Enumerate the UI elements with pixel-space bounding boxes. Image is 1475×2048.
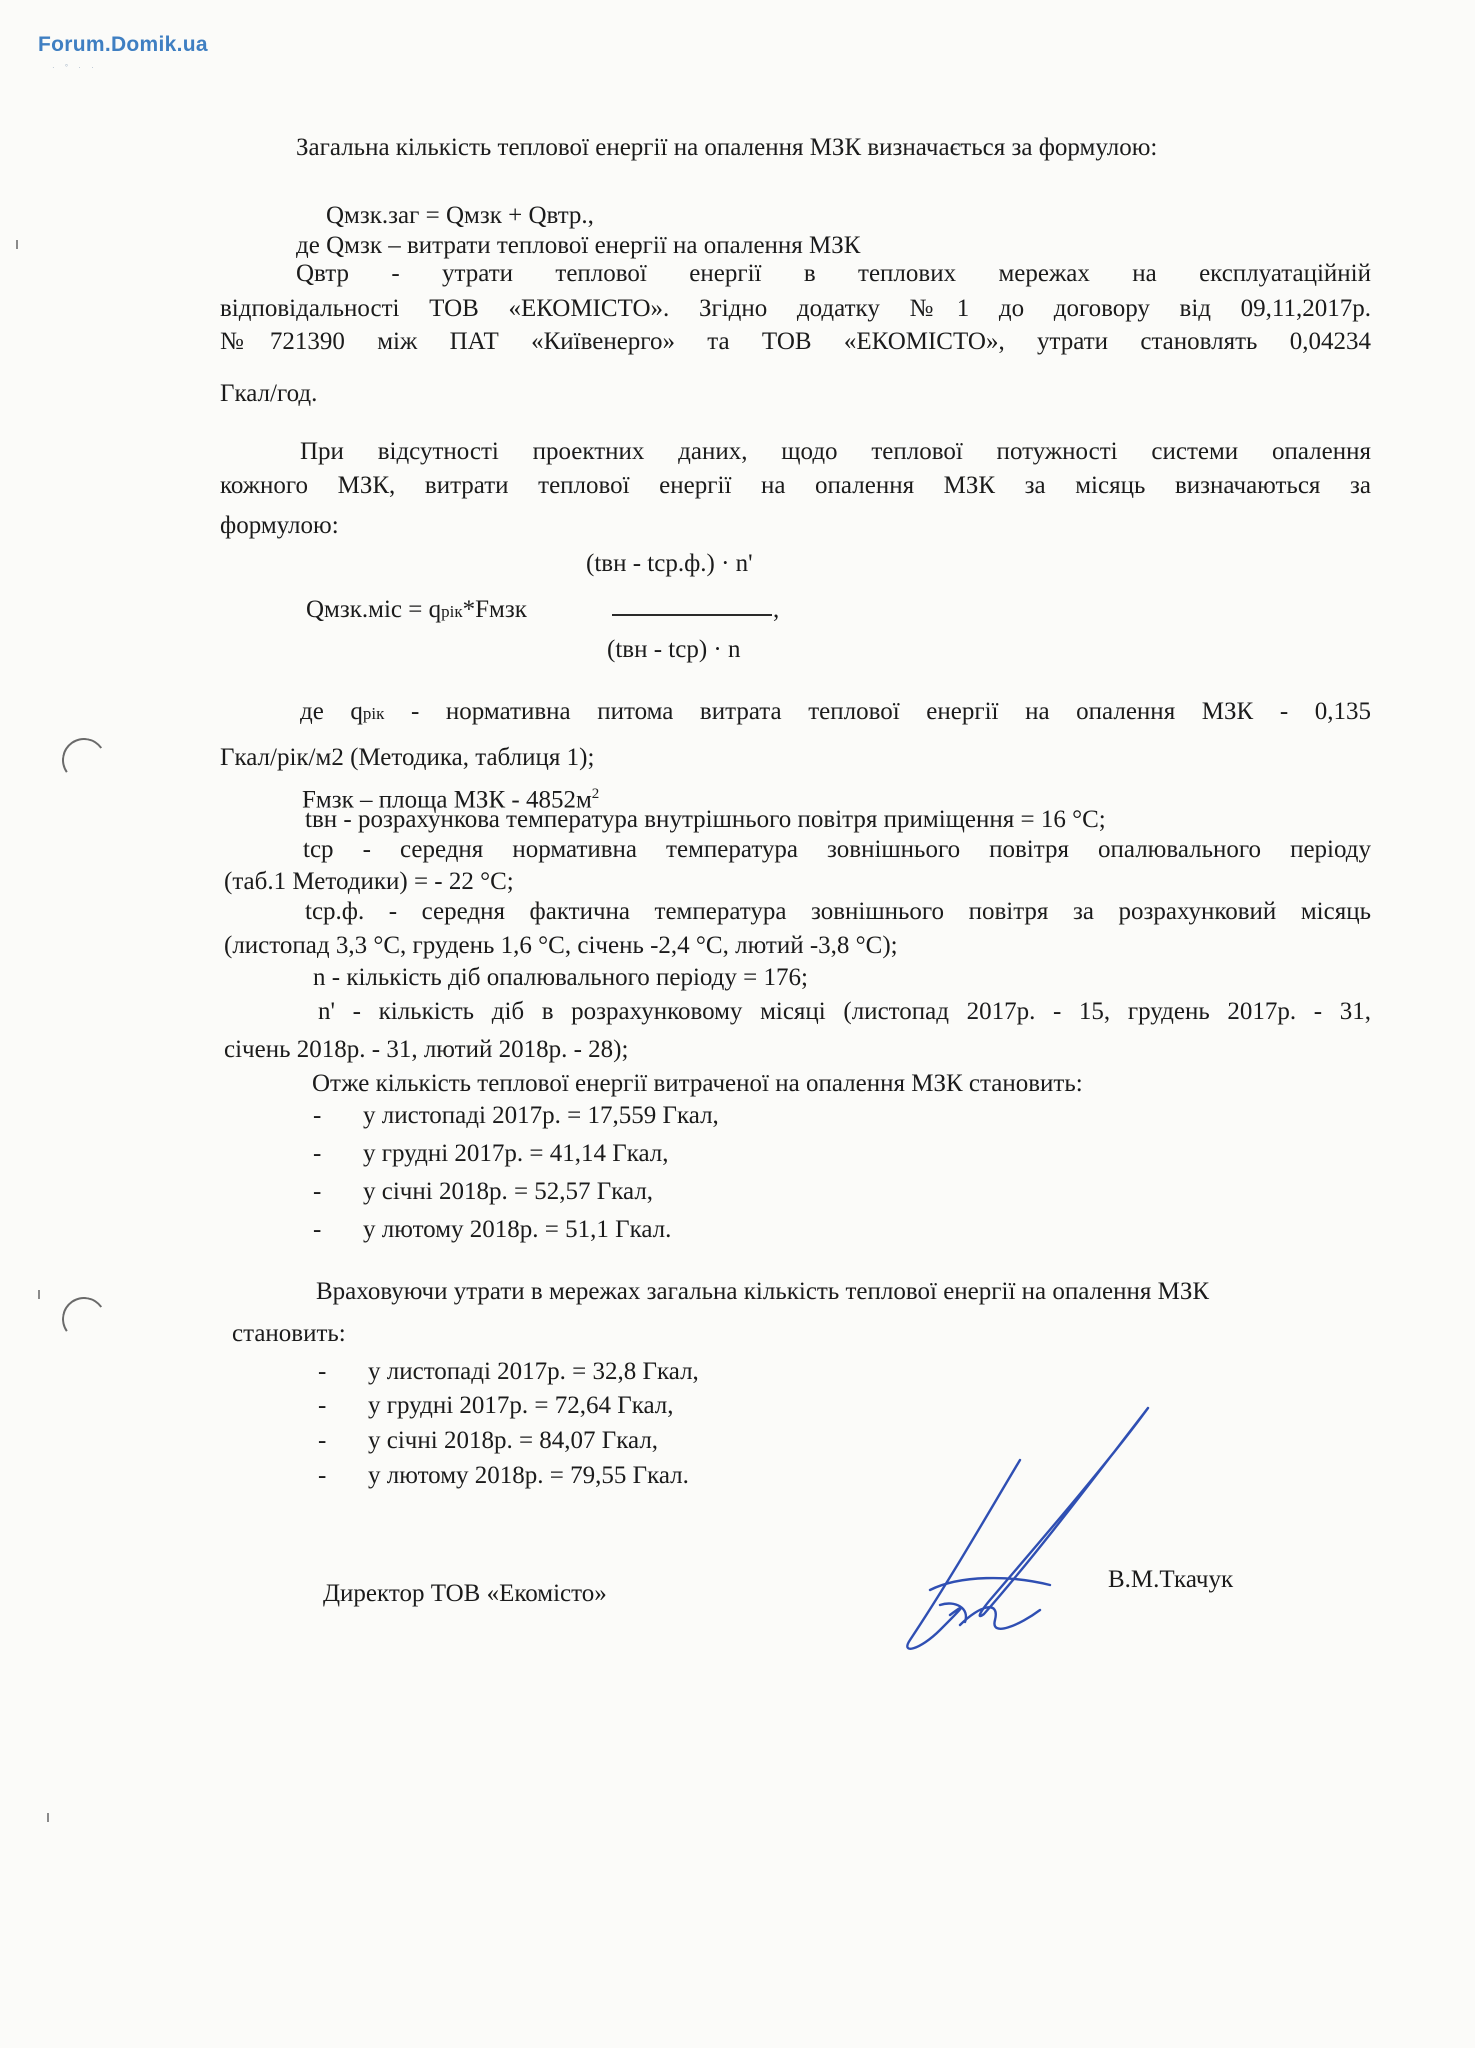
def-tvn-line: tвн - розрахункова температура внутрішнього повітря приміщення = 16 °С; (305, 806, 1106, 833)
def-q-sub: рік (362, 704, 385, 723)
list-item-text: у листопаді 2017р. = 32,8 Гкал, (368, 1358, 699, 1385)
formula2-intro-line3: формулою: (220, 512, 339, 539)
def-q-prefix: де q (300, 698, 363, 725)
list-item-text: у грудні 2017р. = 72,64 Гкал, (368, 1392, 674, 1419)
formula2-lhs-sub: рік (441, 602, 463, 621)
list-item-text: у грудні 2017р. = 41,14 Гкал, (363, 1140, 669, 1167)
formula1-intro: Загальна кількість теплової енергії на опалення МЗК визначається за формулою: (296, 134, 1158, 161)
scan-speck (16, 240, 18, 249)
signature-stroke (960, 1607, 1040, 1628)
list-item (318, 1460, 689, 1492)
def-q-line2: Гкал/рік/м2 (Методика, таблиця 1); (220, 744, 595, 771)
def-tsr-line2: (таб.1 Методики) = - 22 °С; (224, 868, 514, 895)
formula2-lhs-main: Qмзк.міс = q (306, 596, 442, 623)
list-item (313, 1138, 669, 1170)
list-marker: - (318, 1427, 327, 1454)
formula2-lhs (306, 594, 527, 628)
list-marker: - (313, 1216, 322, 1243)
def-tsrf-line2: (листопад 3,3 °С, грудень 1,6 °С, січень -2,4 °С, лютий -3,8 °С); (224, 932, 898, 959)
signatory-name: В.М.Ткачук (1108, 1566, 1234, 1593)
def-n2-line2: січень 2018р. - 31, лютий 2018р. - 28); (224, 1036, 629, 1063)
list-marker: - (318, 1392, 327, 1419)
list-item-text: у листопаді 2017р. = 17,559 Гкал, (363, 1102, 719, 1129)
formula1-def-qmzk: де Qмзк – витрати теплової енергії на опалення МЗК (296, 232, 861, 259)
list-marker: - (313, 1102, 322, 1129)
list-item (318, 1425, 658, 1457)
formula2-intro-line1: При відсутності проектних даних, щодо теплової потужності системи опалення (300, 438, 1371, 465)
def-n2-line1: n' - кількість діб в розрахунковому місяці (листопад 2017р. - 15, грудень 2017р. - 31, (318, 998, 1371, 1025)
def-q-line1 (300, 696, 1371, 730)
total-intro-line1: Враховуючи утрати в мережах загальна кількість теплової енергії на опалення МЗК (316, 1278, 1210, 1305)
signatory-position: Директор ТОВ «Екомісто» (323, 1580, 607, 1607)
scan-speck (47, 1813, 49, 1822)
formula2-numerator: (tвн - tср.ф.) · n' (586, 550, 753, 577)
punch-hole-mark (59, 1294, 110, 1345)
watermark-logo: Forum.Domik.ua (38, 33, 208, 56)
list-marker: - (318, 1358, 327, 1385)
list-item-text: у лютому 2018р. = 79,55 Гкал. (368, 1462, 689, 1489)
punch-hole-mark (59, 735, 110, 786)
formula1-def-qvtr-line1: Qвтр - утрати теплової енергії в теплових мережах на експлуатаційній (296, 260, 1371, 287)
formula1-def-qvtr-line3: №721390 між ПАТ «Київенерго» та ТОВ «ЕКОМІСТО», утрати становлять 0,04234 (220, 328, 1371, 355)
list-marker: - (318, 1462, 327, 1489)
def-f-text: Fмзк – площа МЗК - 4852м (302, 786, 592, 814)
formula2-fraction-line (612, 614, 772, 616)
list-item (318, 1356, 699, 1388)
formula1-def-qvtr-line4: Гкал/год. (220, 380, 318, 407)
formula2-lhs-tail: *Fмзк (462, 596, 527, 623)
def-tsr-line1: tср - середня нормативна температура зовнішнього повітря опалювального періоду (303, 836, 1371, 863)
signature-image (880, 1400, 1170, 1670)
total-intro-line2: становить: (232, 1320, 346, 1347)
list-item-text: у січні 2018р. = 84,07 Гкал, (368, 1427, 659, 1454)
list-item (313, 1176, 653, 1208)
list-item-text: у січні 2018р. = 52,57 Гкал, (363, 1178, 654, 1205)
list-item (313, 1100, 719, 1132)
def-tsrf-line1: tср.ф. - середня фактична температура зовнішнього повітря за розрахунковий місяць (305, 898, 1371, 925)
formula2-intro-line2: кожного МЗК, витрати теплової енергії на опалення МЗК за місяць визначаються за (220, 472, 1371, 499)
formula2-denominator: (tвн - tср) · n (607, 636, 741, 663)
formula2-comma: , (773, 596, 780, 623)
list-item (318, 1390, 674, 1422)
def-f-sup: 2 (591, 786, 600, 802)
list-marker: - (313, 1178, 322, 1205)
def-n-line: n - кількість діб опалювального періоду = 176; (313, 964, 808, 991)
watermark-dots: · ° · · (52, 63, 98, 72)
signature-stroke (980, 1408, 1148, 1616)
list-item (313, 1214, 671, 1246)
scan-speck (38, 1290, 40, 1299)
formula1-def-qvtr-line2: відповідальності ТОВ «ЕКОМІСТО». Згідно додатку №1 до договору від 09,11,2017р. (220, 295, 1371, 322)
list-item-text: у лютому 2018р. = 51,1 Гкал. (363, 1216, 672, 1243)
def-result-intro: Отже кількість теплової енергії витраченої на опалення МЗК становить: (312, 1070, 1083, 1097)
list-marker: - (313, 1140, 322, 1167)
formula1-expression: Qмзк.заг = Qмзк + Qвтр., (326, 202, 594, 229)
def-q-rest: - нормативна питома витрата теплової енергії на опалення МЗК - 0,135 (384, 698, 1371, 725)
